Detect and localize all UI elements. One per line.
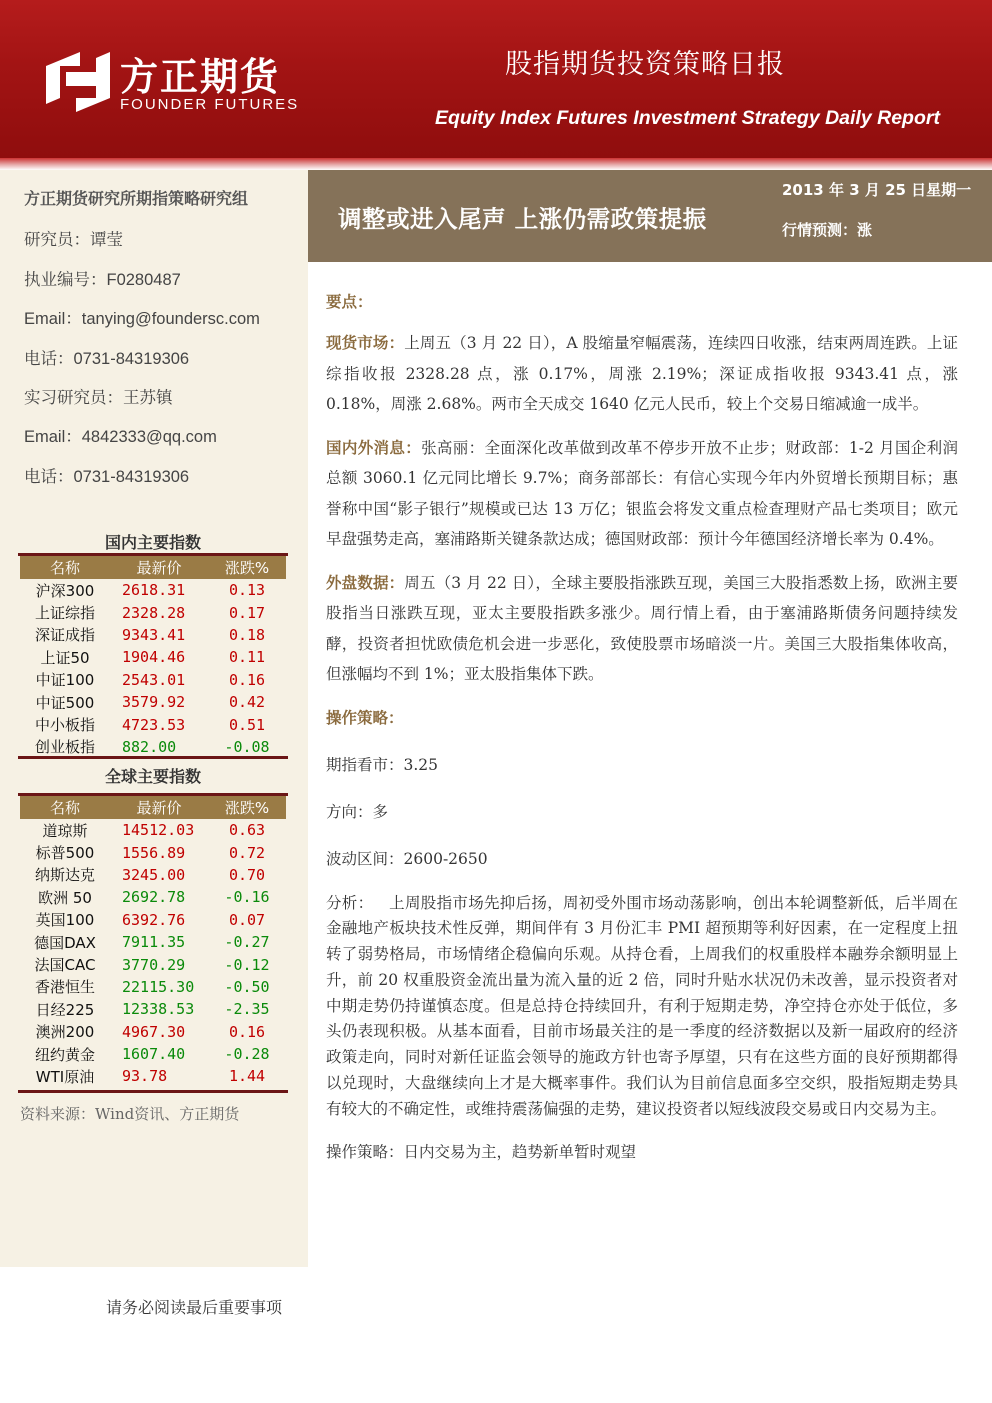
index-name: WTI原油 [35,1067,95,1086]
table-row [20,1021,286,1043]
index-change: 0.51 [228,715,266,734]
report-title-english: Equity Index Futures Investment Strategy Daily Report [435,107,940,129]
table-row [20,931,286,953]
table-row [20,691,286,713]
overseas-paragraph [326,568,958,690]
index-change: -0.08 [224,737,270,756]
column-header: 名称 [20,796,110,819]
index-name: 创业板指 [34,738,95,757]
index-change: 1.44 [228,1067,266,1086]
direction: 方向：多 [326,802,389,821]
table-row [20,976,286,998]
index-change: -0.27 [224,933,270,952]
index-price: 3245.00 [122,865,186,884]
index-price: 4967.30 [122,1022,186,1041]
index-price: 14512.03 [122,821,195,840]
index-price: 2328.28 [122,603,186,622]
index-change: -0.50 [224,977,270,996]
intern-phone: 电话：0731-84319306 [24,468,190,486]
index-name: 澳洲200 [35,1023,95,1042]
news-paragraph [326,433,958,555]
overseas-text: 周五（3 月 22 日），全球主要股指涨跌互现，美国三大股指悉数上扬，欧洲主要股指当日涨跌互现，亚太主要股指跌多涨少。周行情上看，由于塞浦路斯债务问题持续发酵，投资者担忧欧债危机会进一步恶化，致使股票市场暗淡一片。美国三大股指集体收高，但涨幅均不到 1%；亚太股指集体下跌。 [326,573,958,683]
index-price: 93.78 [122,1067,168,1086]
index-name: 欧洲 50 [38,888,92,907]
table-row [20,646,286,668]
report-date: 2013 年 3 月 25 日星期一 [782,181,972,199]
headline: 调整或进入尾声 上涨仍需政策提振 [338,205,707,233]
index-price: 3770.29 [122,955,186,974]
column-header: 涨跌% [208,796,286,819]
column-header: 涨跌% [208,556,286,579]
news-label: 国内外消息： [326,438,422,457]
index-change: -0.16 [224,888,270,907]
index-price: 7911.35 [122,933,186,952]
table-row [20,864,286,886]
index-change: 0.70 [228,865,266,884]
index-name: 香港恒生 [34,978,95,997]
index-name: 中证100 [35,671,95,690]
overseas-label: 外盘数据： [326,573,405,592]
index-price: 1607.40 [122,1045,186,1064]
table-row [20,1043,286,1065]
index-price: 882.00 [122,737,177,756]
operation-strategy: 操作策略：日内交易为主，趋势新单暂时观望 [326,1142,637,1161]
table-row [20,953,286,975]
index-price: 6392.76 [122,910,186,929]
column-header: 最新价 [110,556,208,579]
index-name: 中小板指 [34,716,95,735]
key-points-heading: 要点： [326,293,373,311]
global-index-table [20,796,286,1088]
index-name: 德国DAX [34,933,96,952]
data-source-note: 资料来源：Wind资讯、方正期货 [20,1105,240,1123]
column-header: 最新价 [110,796,208,819]
index-change: 0.16 [228,1022,266,1041]
spot-market-text: 上周五（3 月 22 日），A 股缩量窄幅震荡，连续四日收涨，结束两周连跌。上证综指收报 2328.28 点，涨 0.17%，周涨 2.19%；深证成指收报 9343.41 点，涨 0.18%，周涨 2.68%。两市全天成交 1640 亿元人民币，较上个交易日缩减逾一成半。 [326,334,958,413]
report-header [0,0,992,158]
index-change: 0.72 [228,843,266,862]
domestic-index-table [20,556,286,758]
research-team: 方正期货研究所期指策略研究组 [24,189,249,208]
table-row [20,909,286,931]
index-change: 0.18 [228,625,266,644]
column-header: 名称 [20,556,110,579]
index-name: 上证综指 [34,604,95,623]
table-row [20,841,286,863]
header-gradient-divider [0,158,992,170]
index-name: 深证成指 [34,626,95,645]
license-number: 执业编号：F0280487 [24,271,181,289]
index-name: 英国100 [35,911,95,930]
volatility-range: 波动区间：2600-2650 [326,849,488,868]
domestic-table-title: 国内主要指数 [104,533,201,552]
index-change: 0.17 [228,603,266,622]
index-change: 0.16 [228,670,266,689]
analyst-name: 研究员：谭莹 [24,231,123,249]
strategy-heading: 操作策略： [326,708,404,727]
index-change: 0.13 [228,581,266,600]
table-row [20,669,286,691]
report-body [326,290,958,1162]
index-change: 0.07 [228,910,266,929]
analysis-paragraph: 分析： 上周股指市场先抑后扬，周初受外围市场动荡影响，创出本轮调整新低，后半周在金融地产板块技术性反弹，期间伴有 3 月份汇丰 PMI 超预期等利好因素，在一定程度上扭转了弱势格局，市场情绪企稳偏向乐观。从持仓看，上周我们的权重股样本融券余额明显上升，前 20 权重股资金流出量为流入量的近 2 倍，同时升贴水状况仍未改善，显示投资者对中期走势仍持谨慎态度。但是总持仓持续回升，有利于短期走势，净空持仓亦处于低位，多头仍表现积极。从基本面看，目前市场最关注的是一季度的经济数据以及新一届政府的经济政策走向，同时对新任证监会领导的施政方针也寄予厚望，只有在这些方面的良好预期都得以兑现时，大盘继续向上才是大概率事件。我们认为目前信息面多空交织，股指短期走势具有较大的不确定性，或维持震荡偏强的走势，建议投资者以短线波段交易或日内交易为主。 [326,893,958,1118]
table-row [20,624,286,646]
index-watch: 期指看市：3.25 [326,755,439,774]
spot-market-paragraph [326,328,958,420]
index-name: 中证500 [35,693,95,712]
index-price: 2692.78 [122,888,186,907]
index-name: 沪深300 [35,581,95,600]
index-name: 道琼斯 [42,821,88,840]
table-row [20,579,286,601]
index-price: 9343.41 [122,625,186,644]
spot-market-label: 现货市场： [326,334,405,352]
report-title-chinese: 股指期货投资策略日报 [505,49,785,80]
intern-name: 实习研究员：王苏镇 [24,389,173,407]
table-row [20,998,286,1020]
news-text: 张高丽：全面深化改革做到改革不停步开放不止步；财政部：1-2 月国企利润总额 3060.1 亿元同比增长 9.7%；商务部部长：有信心实现今年内外贸增长预期目标；惠誉称中国“影子银行”规模或已达 13 万亿；银监会将发文重点检查理财产品七类项目；欧元早盘强势走高，塞浦路斯关键条款达成；德国财政部：预计今年德国经济增长率为 0.4%。 [326,438,958,548]
global-table-title: 全球主要指数 [104,767,201,786]
index-change: -0.28 [224,1045,270,1064]
index-change: -0.12 [224,955,270,974]
index-price: 2618.31 [122,581,186,600]
market-forecast: 行情预测：涨 [782,221,873,239]
table-row [20,886,286,908]
index-price: 2543.01 [122,670,186,689]
table-row [20,713,286,735]
index-name: 日经225 [35,1000,95,1019]
index-price: 1556.89 [122,843,186,862]
index-price: 22115.30 [122,977,195,996]
analyst-phone: 电话：0731-84319306 [24,350,190,368]
index-change: 0.63 [228,821,266,840]
index-name: 上证50 [40,648,90,667]
logo-chinese-name: 方正期货 [120,55,281,99]
index-price: 4723.53 [122,715,186,734]
index-name: 纳斯达克 [34,866,95,885]
table-row [20,819,286,841]
index-name: 标普500 [35,844,95,863]
index-price: 3579.92 [122,693,186,712]
table-row [20,601,286,623]
logo-english-name: FOUNDER FUTURES [120,96,300,113]
disclaimer-note: 请务必阅读最后重要事项 [106,1298,283,1317]
index-price: 1904.46 [122,648,186,667]
intern-email[interactable]: Email：4842333@qq.com [24,428,217,446]
index-change: 0.42 [228,693,266,712]
table-row [20,736,286,758]
index-change: -2.35 [224,1000,270,1019]
index-name: 纽约黄金 [34,1045,95,1064]
index-change: 0.11 [228,648,266,667]
index-price: 12338.53 [122,1000,195,1019]
founder-logo-icon [46,52,110,112]
index-name: 法国CAC [34,956,96,975]
table-row [20,1065,286,1087]
analyst-email[interactable]: Email：tanying@foundersc.com [24,310,260,328]
